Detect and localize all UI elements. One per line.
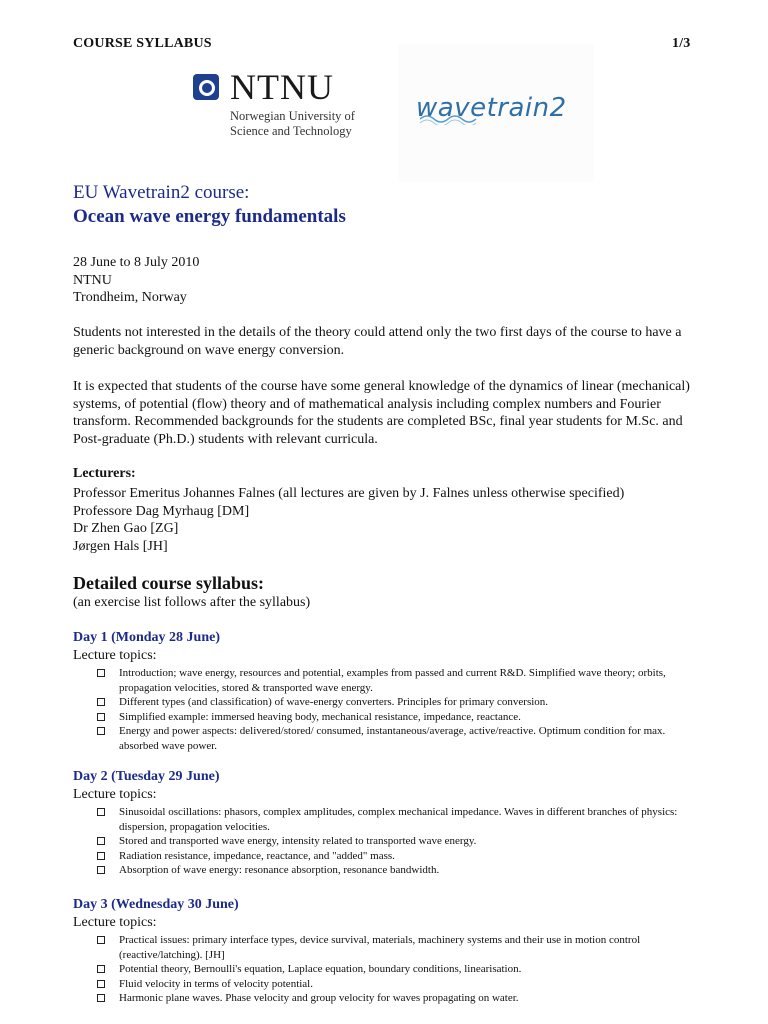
intro-paragraph: Students not interested in the details of the theory could attend only the two first days of the course to have a generic background on wave energy conversion. [73, 325, 682, 358]
day-1-heading: Day 1 (Monday 28 June) [73, 630, 221, 645]
lecturer-item: Professor Emeritus Johannes Falnes (all lectures are given by J. Falnes unless otherwise specified) [73, 486, 625, 501]
lecturers-heading: Lecturers: [73, 466, 136, 481]
day-3-lecture-label: Lecture topics: [73, 915, 157, 930]
day-3-heading: Day 3 (Wednesday 30 June) [73, 897, 239, 912]
topic-item: Different types (and classification) of wave-energy converters. Principles for primary conversion. [96, 695, 686, 710]
course-location: Trondheim, Norway [73, 290, 187, 306]
lecturers-list [73, 485, 624, 555]
page-number: 1/3 [672, 36, 691, 51]
lecturer-item: Jørgen Hals [JH] [73, 538, 168, 554]
course-title-line1: EU Wavetrain2 course: [73, 182, 250, 203]
checkbox-icon [97, 994, 105, 1002]
lecturer-item: Dr Zhen Gao [ZG] [73, 521, 179, 537]
day-3-topics [96, 933, 686, 1006]
lecturer-item: Professore Dag Myrhaug [DM] [73, 503, 250, 519]
checkbox-icon [97, 698, 105, 706]
topic-item: Fluid velocity in terms of velocity potential. [96, 977, 686, 992]
course-title-line2: Ocean wave energy fundamentals [73, 206, 346, 227]
topic-item: Energy and power aspects: delivered/stored/ consumed, instantaneous/average, active/reactive. Optimum condition for max. absorbed wave power. [96, 724, 686, 753]
topic-item: Potential theory, Bernoulli's equation, Laplace equation, boundary conditions, linearisation. [96, 962, 686, 977]
checkbox-icon [97, 936, 105, 944]
course-institution: NTNU [73, 272, 112, 288]
checkbox-icon [97, 837, 105, 845]
day-2-heading: Day 2 (Tuesday 29 June) [73, 769, 220, 784]
topic-item: Absorption of wave energy: resonance absorption, resonance bandwidth. [96, 863, 686, 878]
checkbox-icon [97, 866, 105, 874]
doc-header-title: COURSE SYLLABUS [73, 36, 212, 51]
checkbox-icon [97, 713, 105, 721]
topic-item: Radiation resistance, impedance, reactance, and "added" mass. [96, 849, 686, 864]
checkbox-icon [97, 808, 105, 816]
syllabus-heading: Detailed course syllabus: [73, 573, 264, 593]
day-1-lecture-label: Lecture topics: [73, 648, 157, 663]
course-info [73, 254, 199, 307]
day-1-topics [96, 666, 686, 754]
topic-item: Stored and transported wave energy, intensity related to transported wave energy. [96, 834, 686, 849]
wave-icon [420, 113, 480, 125]
topic-item: Introduction; wave energy, resources and potential, examples from passed and current R&D. Simplified wave theory; orbits, propagation velocities, stored & transported wave energy. [96, 666, 686, 695]
ntnu-logo-icon [193, 74, 219, 100]
checkbox-icon [97, 727, 105, 735]
checkbox-icon [97, 669, 105, 677]
topic-item: Sinusoidal oscillations: phasors, complex amplitudes, complex mechanical impedance. Waves in different branches of physics: dispersion, propagation velocities. [96, 805, 686, 834]
day-2-lecture-label: Lecture topics: [73, 787, 157, 802]
topic-item: Practical issues: primary interface types, device survival, materials, machinery systems and their use in motion control (reactive/latching). [JH] [96, 933, 686, 962]
prerequisites-paragraph: It is expected that students of the course have some general knowledge of the dynamics of linear (mechanical) systems, of potential (flow) theory and of mathematical analysis including complex numbers and Fourier transform. Recommended backgrounds for the students are completed BSc, final year students for M.Sc. and Post-graduate (Ph.D.) students with relevant curricula. [73, 379, 690, 447]
topic-item: Simplified example: immersed heaving body, mechanical resistance, impedance, reactance. [96, 710, 686, 725]
day-2-topics [96, 805, 686, 878]
wavetrain-logo: wavetrain2 [416, 93, 567, 123]
ntnu-logo-name: NTNU [230, 67, 334, 107]
checkbox-icon [97, 965, 105, 973]
checkbox-icon [97, 852, 105, 860]
topic-item: Harmonic plane waves. Phase velocity and group velocity for waves propagating on water. [96, 991, 686, 1006]
checkbox-icon [97, 980, 105, 988]
course-dates: 28 June to 8 July 2010 [73, 255, 200, 270]
syllabus-note: (an exercise list follows after the syllabus) [73, 595, 311, 610]
ntnu-logo-subtitle: Norwegian University of Science and Technology [230, 109, 355, 138]
